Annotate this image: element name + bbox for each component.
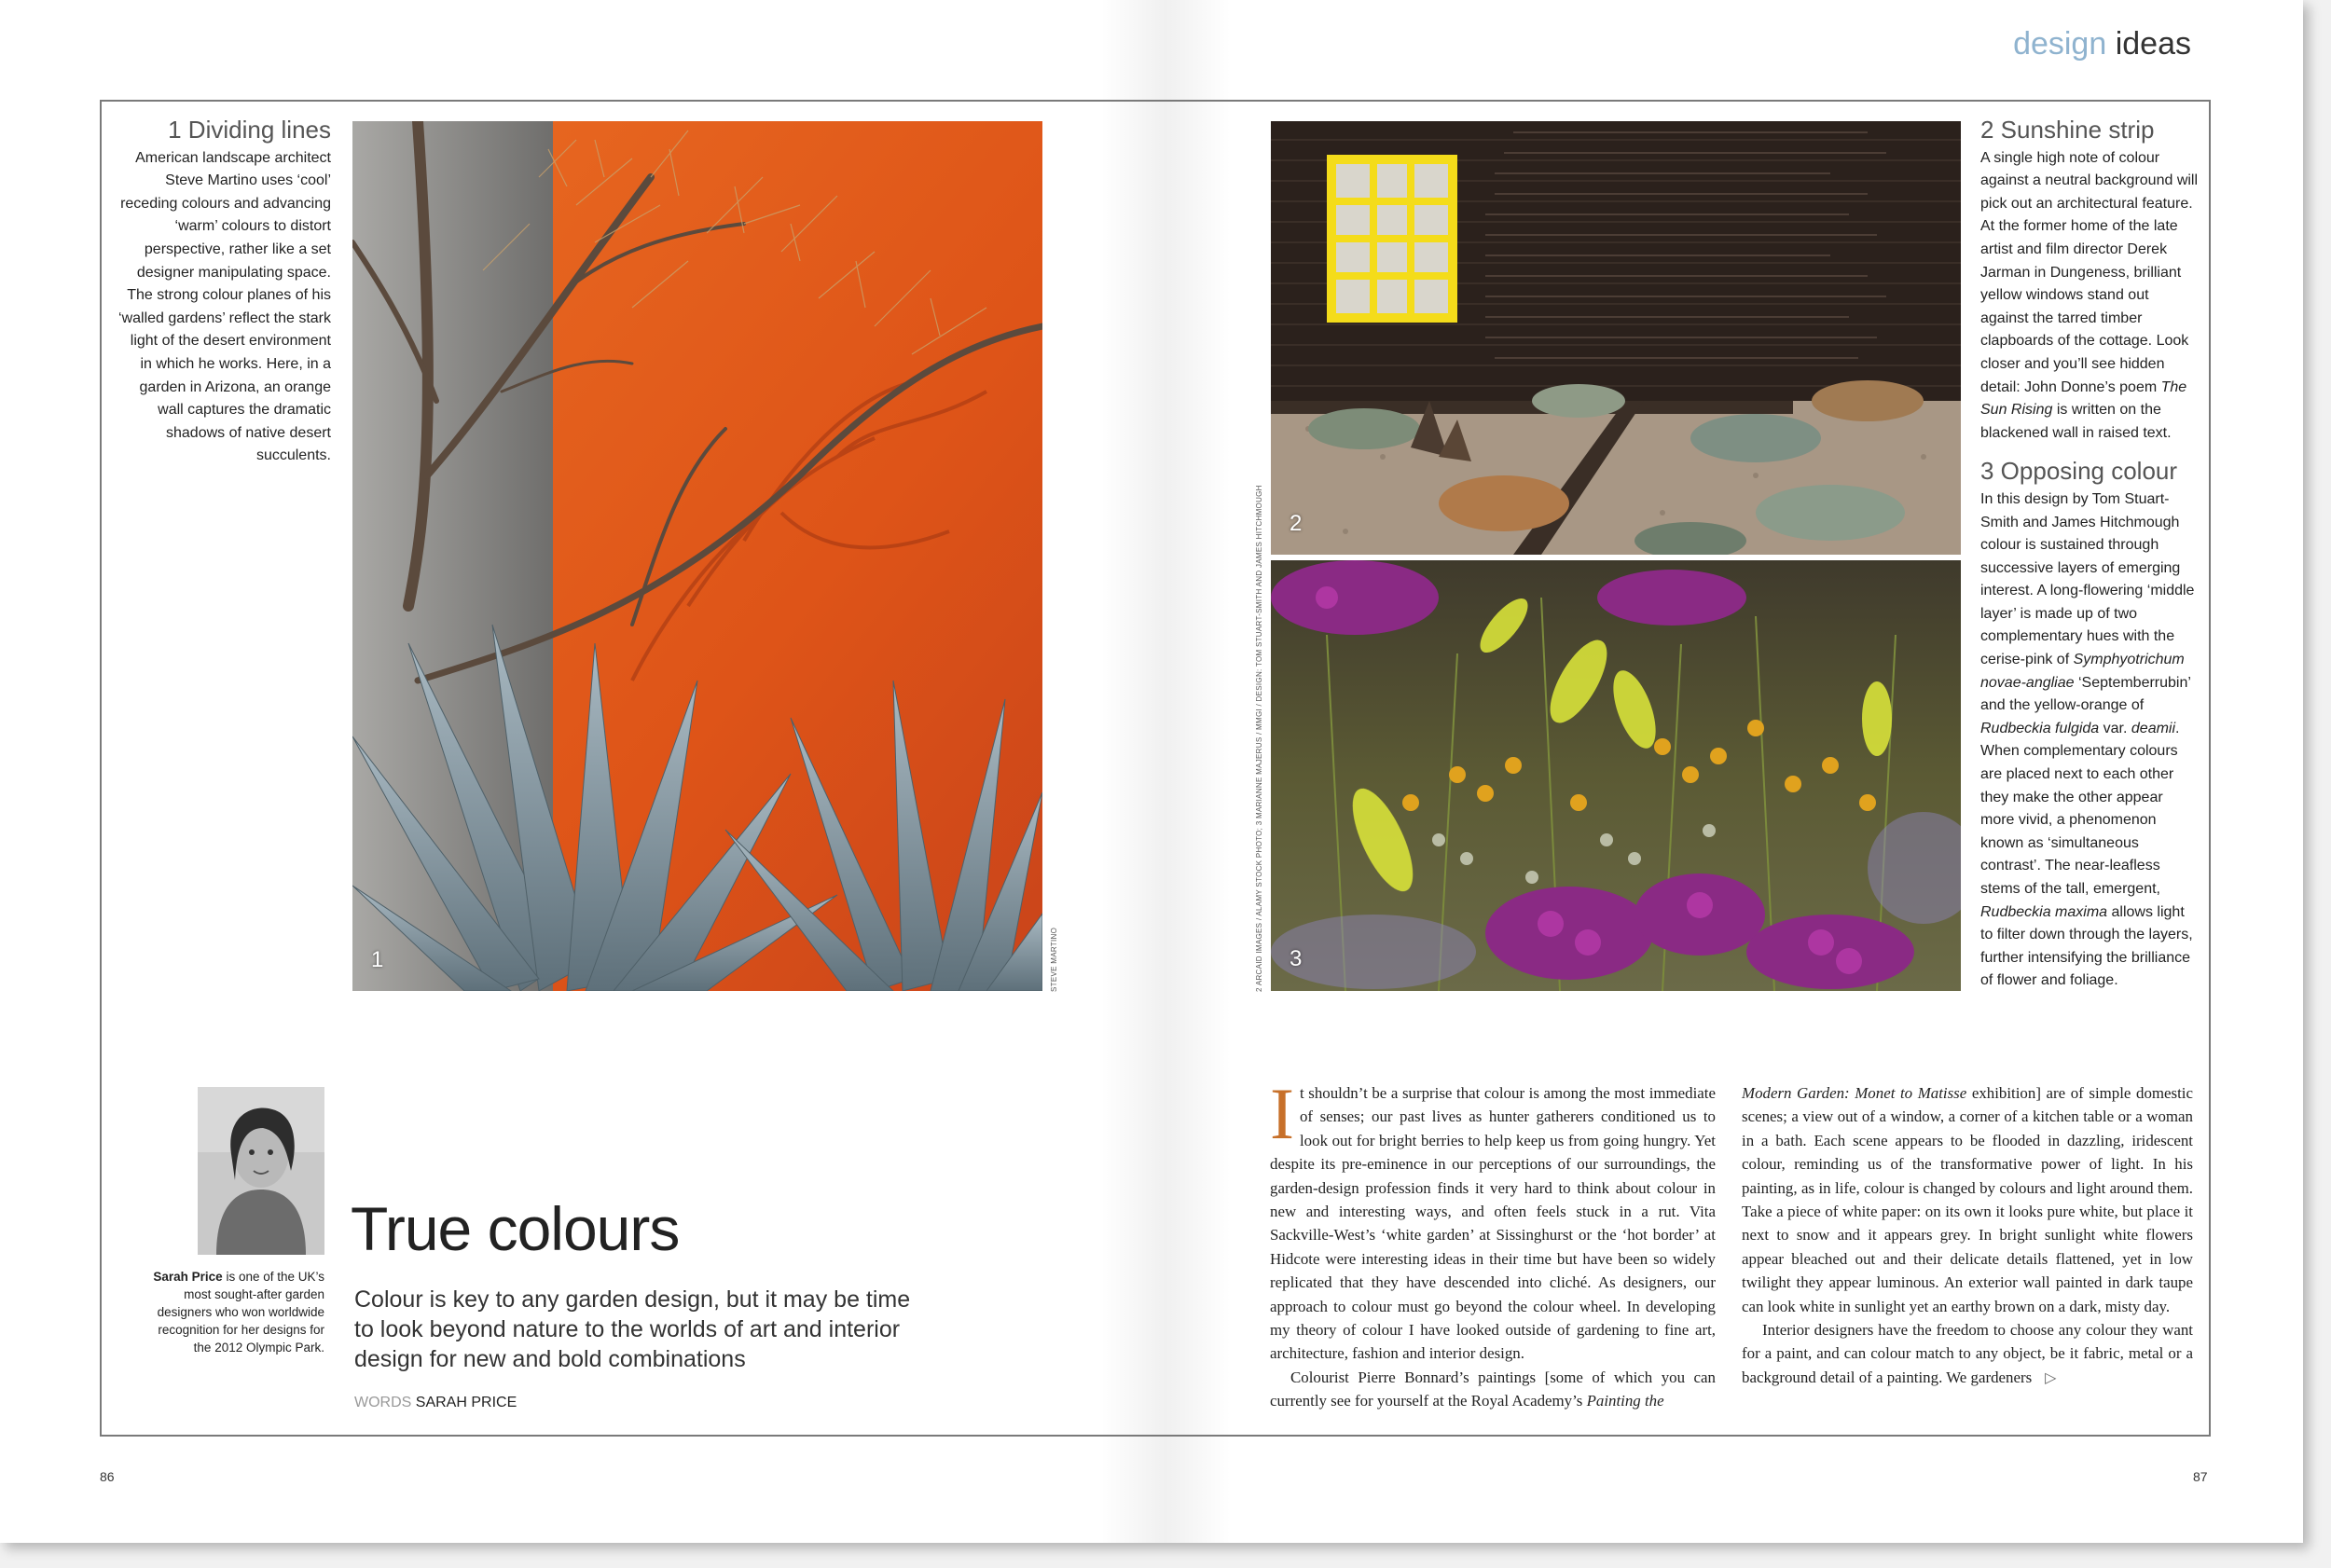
author-name: Sarah Price [153, 1270, 223, 1284]
byline: WORDS SARAH PRICE [354, 1395, 517, 1410]
page-number-right: 87 [2193, 1469, 2208, 1484]
photo-number: 1 [371, 947, 384, 972]
photo-number: 2 [1290, 511, 1303, 536]
photo-credit-2-3: 2 ARCAID IMAGES / ALAMY STOCK PHOTO; 3 MARIANNE MAJERUS / MMGI / DESIGN: TOM STUART-SMITH AND JAMES HITCHMOUGH [1255, 485, 1263, 992]
section-tag-design: design [2013, 26, 2107, 62]
article-standfirst: Colour is key to any garden design, but it may be time to look beyond nature to the worlds of art and interior design for new and bold combinations [354, 1286, 911, 1372]
caption-dividing-lines [117, 117, 331, 468]
caption-body: In this design by Tom Stuart-Smith and James Hitchmough colour is sustained through successive layers of emerging interest. A long-flowering ‘middle layer’ is made up of two complementary hues with the cerise-pink of Symphyotrichum novae-angliae ‘Septemberrubin’ and the yellow-orange of Rudbeckia fulgida var. deamii. When complementary colours are placed next to each other they make the other appear more vivid, a phenomenon known as ‘simultaneous contrast’. The near-leafless stems of the tall, emergent, Rudbeckia maxima allows light to filter down through the layers, further intensifying the brilliance of flower and foliage. [1980, 490, 2195, 989]
drop-cap: I [1270, 1073, 1294, 1154]
photo-credit-1: STEVE MARTINO [1050, 927, 1058, 992]
continue-arrow-icon: ▷ [2045, 1368, 2057, 1386]
caption-sunshine-strip [1980, 117, 2200, 445]
photo-yellow-window-cottage [1271, 121, 1961, 555]
caption-column-right [1980, 117, 2200, 993]
body-column-1 [1270, 1073, 1716, 1413]
caption-opposing-colour [1980, 458, 2200, 993]
photo-prairie-planting [1271, 560, 1961, 991]
caption-body: American landscape architect Steve Martino uses ‘cool’ receding colours and advancing ‘warm’ colours to distort perspective, rather like a set designer manipulating space. The strong colour planes of his ‘walled gardens’ reflect the stark light of the desert environment in which he works. Here, in a garden in Arizona, an orange wall captures the dramatic shadows of native desert succulents. [118, 149, 331, 464]
article-title: True colours [351, 1194, 680, 1263]
author-caption: Sarah Price is one of the UK’s most sought-after garden designers who won worldwide recognition for her designs for the 2012 Olympic Park. [153, 1270, 324, 1355]
section-tag-ideas: ideas [2106, 26, 2191, 62]
body-paragraph: Colourist Pierre Bonnard’s paintings [some of which you can currently see for yourself at the Royal Academy’s Painting the [1270, 1368, 1716, 1410]
caption-heading: 1 Dividing lines [168, 116, 331, 144]
caption-heading: 3 Opposing colour [1980, 457, 2178, 486]
photo-number: 3 [1290, 946, 1303, 971]
body-column-2 [1742, 1081, 2193, 1389]
section-tag [2013, 26, 2191, 62]
author-portrait [198, 1087, 324, 1255]
body-paragraph: Interior designers have the freedom to choose any colour they want for a paint, and can colour match to any object, be it fabric, metal or a background detail of a painting. We gardeners ▷ [1742, 1321, 2193, 1386]
page-number-left: 86 [100, 1469, 115, 1484]
body-paragraph: Modern Garden: Monet to Matisse exhibition] are of simple domestic scenes; a view out of a window, a corner of a kitchen table or a woman in a bath. Each scene appears to be flooded in dazzling, iridescent colour, reminding us of the transformative power of light. In his painting, as in life, colour is changed by colours and light around them. Take a piece of white paper: on its own it looks pure white, but place it next to snow and it appears grey. In bright sunlight white flowers appear bleached out and their delicate details flattened, yet in low twilight they appear luminous. An exterior wall painted in dark taupe can look white in sunlight yet an earthy brown on a dark, misty day. [1742, 1084, 2193, 1315]
caption-heading: 2 Sunshine strip [1980, 116, 2155, 144]
photo-orange-wall-agave [352, 121, 1042, 991]
caption-body: A single high note of colour against a neutral background will pick out an architectural feature. At the former home of the late artist and film director Derek Jarman in Dungeness, brilliant yellow windows stand out against the tarred timber clapboards of the cottage. Look closer and you’ll see hidden detail: John Donne’s poem The Sun Rising is written on the blackened wall in raised text. [1980, 149, 2199, 441]
body-paragraph: It shouldn’t be a surprise that colour is among the most immediate of senses; our past lives as hunter gatherers conditioned us to look out for bright berries to help keep us from going hungry. Yet despite its pre-eminence in our perceptions of our surroundings, the garden-design profession finds it very hard to think about colour in new and interesting ways, and often feels stuck in a rut. Vita Sackville-West’s ‘white garden’ at Sissinghurst or the ‘hot border’ at Hidcote were interesting ideas in their time but have been so widely replicated that they have descended into cliché. As designers, our approach to colour must go beyond the colour wheel. In developing my theory of colour I have looked outside of gardening to fine art, architecture, fashion and interior design. [1270, 1073, 1716, 1363]
